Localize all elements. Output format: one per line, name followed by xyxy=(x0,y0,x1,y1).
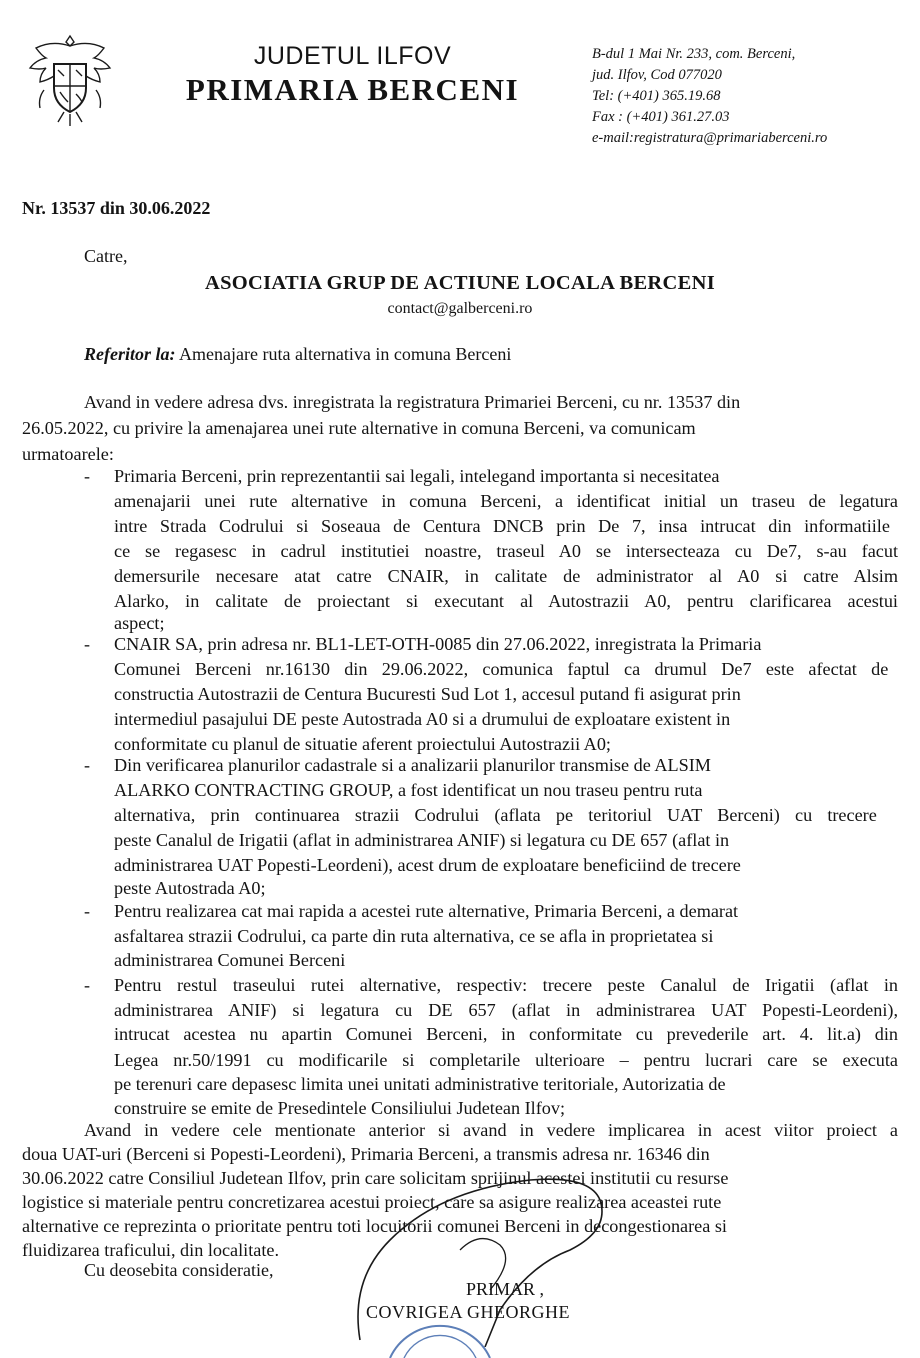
body-line: peste Autostrada A0; xyxy=(114,878,266,898)
mayor-name: COVRIGEA GHEORGHE xyxy=(366,1302,570,1322)
registration-number: Nr. 13537 din 30.06.2022 xyxy=(22,198,211,218)
contact-block xyxy=(592,44,912,149)
body-line: administrarea Comunei Berceni xyxy=(114,950,346,970)
subject-text: Amenajare ruta alternativa in comuna Berceni xyxy=(179,344,512,364)
bullet-marker: - xyxy=(84,634,90,654)
body-line: urmatoarele: xyxy=(22,444,114,464)
body-line: demersurile necesare atat catre CNAIR, in calitate de administrator al A0 si catre Alsim xyxy=(114,566,898,586)
body-line: amenajarii unei rute alternative in comuna Berceni, a identificat initial un traseu de legatura xyxy=(114,491,898,511)
closing-greeting: Cu deosebita consideratie, xyxy=(84,1260,274,1280)
address-line: jud. Ilfov, Cod 077020 xyxy=(592,67,722,83)
recipient-email: contact@galberceni.ro xyxy=(387,300,533,317)
body-line: Avand in vedere cele mentionate anterior si avand in vedere implicarea in acest viitor proiect a xyxy=(84,1120,898,1140)
bullet-marker: - xyxy=(84,901,90,921)
body-line: Din verificarea planurilor cadastrale si a analizarii planurilor transmise de ALSIM xyxy=(114,755,711,775)
body-line: Alarko, in calitate de proiectant si executant al Autostrazii A0, pentru clarificarea acestui xyxy=(114,591,898,611)
salutation: Catre, xyxy=(84,246,128,266)
body-line: asfaltarea strazii Codrului, ca parte din ruta alternativa, ce se afla in proprietatea si xyxy=(114,926,714,946)
body-line: peste Canalul de Irigatii (aflat in administrarea ANIF) si legatura cu DE 657 (aflat in xyxy=(114,830,730,850)
body-line: Avand in vedere adresa dvs. inregistrata la registratura Primariei Berceni, cu nr. 13537 din xyxy=(84,392,741,412)
body-line: intre Strada Codrului si Soseaua de Centura DNCB prin De 7, insa intrucat din informatiile xyxy=(114,516,890,536)
address-line: B-dul 1 Mai Nr. 233, com. Berceni, xyxy=(592,46,796,62)
body-line: logistice si materiale pentru concretizarea acestui proiect, care sa asigure realizarea aceastei rute xyxy=(22,1192,722,1212)
email-line: e-mail:registratura@primariaberceni.ro xyxy=(592,130,828,146)
town-hall-heading: PRIMARIA BERCENI xyxy=(185,72,520,107)
body-line: constructia Autostrazii de Centura Bucuresti Sud Lot 1, accesul putand fi asigurat prin xyxy=(114,684,741,704)
body-line: alternative ce reprezinta o prioritate pentru toti locuitorii comunei Berceni in decongestionarea si xyxy=(22,1216,727,1236)
body-line: CNAIR SA, prin adresa nr. BL1-LET-OTH-0085 din 27.06.2022, inregistrata la Primaria xyxy=(114,634,762,654)
body-line: doua UAT-uri (Berceni si Popesti-Leordeni), Primaria Berceni, a transmis adresa nr. 16346 din xyxy=(22,1144,710,1164)
body-line: Pentru restul traseului rutei alternative, respectiv: trecere peste Canalul de Irigatii (aflat in xyxy=(114,975,898,995)
body-line: intermediul pasajului DE peste Autostrada A0 si a drumului de exploatare existent in xyxy=(114,709,731,729)
body-line: administrarea ANIF) si legatura cu DE 657 (aflat in administrarea UAT Popesti-Leordeni), xyxy=(114,1000,898,1020)
body-line: ce se regasesc in cadrul institutiei noastre, traseul A0 se intersecteaza cu De7, s-au facut xyxy=(114,541,898,561)
body-line: Legea nr.50/1991 cu modificarile si completarile ulterioare – pentru lucrari care se executa xyxy=(114,1050,898,1070)
subject-line xyxy=(84,344,511,365)
fax-line: Fax : (+401) 361.27.03 xyxy=(592,109,730,125)
coat-of-arms-icon xyxy=(24,30,116,130)
bullet-marker: - xyxy=(84,975,90,995)
body-line: intrucat acestea nu apartin Comunei Berceni, in conformitate cu prevederile art. 4. lit.a) din xyxy=(114,1024,898,1044)
bullet-marker: - xyxy=(84,755,90,775)
mayor-title: PRIMAR , xyxy=(466,1279,545,1299)
body-line: 26.05.2022, cu privire la amenajarea unei rute alternative in comuna Berceni, va comunicam xyxy=(22,418,696,438)
phone-line: Tel: (+401) 365.19.68 xyxy=(592,88,721,104)
body-line: alternativa, prin continuarea strazii Codrului (aflata pe teritoriul UAT Berceni) cu trecere xyxy=(114,805,877,825)
body-line: Primaria Berceni, prin reprezentantii sai legali, intelegand importanta si necesitatea xyxy=(114,466,720,486)
body-line: Pentru realizarea cat mai rapida a acestei rute alternative, Primaria Berceni, a demarat xyxy=(114,901,739,921)
body-line: ALARKO CONTRACTING GROUP, a fost identificat un nou traseu pentru ruta xyxy=(114,780,703,800)
body-line: pe terenuri care depasesc limita unei unitati administrative teritoriale, Autorizatia de xyxy=(114,1074,726,1094)
body-line: construire se emite de Presedintele Consiliului Judetean Ilfov; xyxy=(114,1098,566,1118)
bullet-marker: - xyxy=(84,466,90,486)
body-line: Comunei Berceni nr.16130 din 29.06.2022, comunica faptul ca drumul De7 este afectat de xyxy=(114,659,889,679)
county-heading: JUDETUL ILFOV xyxy=(253,42,452,70)
recipient-name: ASOCIATIA GRUP DE ACTIUNE LOCALA BERCENI xyxy=(205,272,715,294)
body-line: fluidizarea traficului, din localitate. xyxy=(22,1240,280,1260)
body-line: aspect; xyxy=(114,613,165,633)
body-line: administrarea UAT Popesti-Leordeni), acest drum de exploatare beneficiind de trecere xyxy=(114,855,741,875)
subject-label: Referitor la: xyxy=(84,344,176,364)
body-line: 30.06.2022 catre Consiliul Judetean Ilfov, prin care solicitam sprijinul acestei institutii cu resurse xyxy=(22,1168,729,1188)
body-line: conformitate cu planul de situatie aferent proiectului Autostrazii A0; xyxy=(114,734,611,754)
